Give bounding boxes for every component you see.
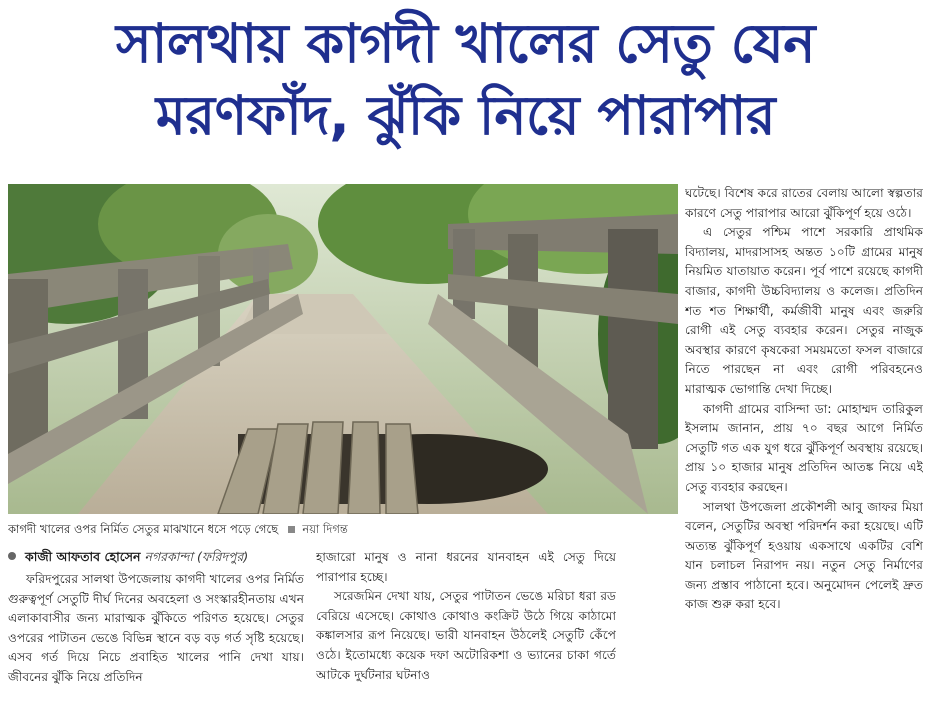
right-paragraph: সালথা উপজেলা প্রকৌশলী আবু জাফর মিয়া বলেন, সেতুটির অবস্থা পরিদর্শন করা হয়েছে। এটি অত্যন্ত ঝুঁকিপূর্ণ হওয়ায় একসাথে একটির বেশি যান চলাচল নিরাপদ নয়। নতুন সেতু নির্মাণের জন্য প্রস্তাব পাঠানো হবে। অনুমোদন পেলেই দ্রুত কাজ শুরু করা হবে। [685,499,923,612]
bullet-icon [8,552,16,560]
right-paragraph: কাগদী গ্রামের বাসিন্দা ডা: মোহাম্মদ তারিকুল ইসলাম জানান, প্রায় ৭০ বছর আগে নির্মিত সেতুটি গত এক যুগ ধরে ঝুঁকিপূর্ণ অবস্থায় রয়েছে। প্রায় ১০ হাজার মানুষ প্রতিদিন আতঙ্ক নিয়ে এই সেতু ব্যবহার করছেন। [685,401,923,494]
left-paragraph: ফরিদপুরের সালথা উপজেলায় কাগদী খালের ওপর নির্মিত গুরুত্বপূর্ণ সেতুটি দীর্ঘ দিনের অবহেলা ও সংস্কারহীনতায় এখন এলাকাবাসীর জন্য মারাত্মক ঝুঁকিতে পরিণত হয়েছে। সেতুর ওপরের পাটাতন ভেঙে বিভিন্ন স্থানে বড় বড় গর্ত সৃষ্টি হয়েছে। এসব গর্ত দিয়ে নিচে প্রবাহিত খালের পানি দেখা যায়। জীবনের ঝুঁকি নিয়ে প্রতিদিন [8,572,304,684]
author-location: নগরকান্দা (ফরিদপুর) [144,549,249,564]
headline-line-1: সালথায় কাগদী খালের সেতু যেন [116,12,815,75]
middle-paragraph: হাজারো মানুষ ও নানা ধরনের যানবাহন এই সেতু দিয়ে পারাপার হচ্ছে। [316,550,616,584]
middle-paragraph: সরেজমিন দেখা যায়, সেতুর পাটাতন ভেঙে মরিচা ধরা রড বেরিয়ে এসেছে। কোথাও কোথাও কংক্রিট উঠে গিয়ে কাঠামো কঙ্কালসার রূপ নিয়েছে। ভারী যানবাহন উঠলেই সেতুটি কেঁপে ওঠে। ইতোমধ্যে কয়েক দফা অটোরিকশা ও ভ্যানের চাকা গর্তে আটকে দুর্ঘটনার ঘটনাও [316,589,616,682]
author-name: কাজী আফতাব হোসেন [24,549,141,564]
article-column-right [685,184,923,710]
bridge-photo-illustration [8,184,678,514]
byline [8,548,308,566]
photo-credit: নয়া দিগন্ত [302,522,348,536]
caption-separator-icon [288,526,295,533]
right-paragraph: এ সেতুর পশ্চিম পাশে সরকারি প্রাথমিক বিদ্যালয়, মাদরাসাসহ অন্তত ১০টি গ্রামের মানুষ নিয়মিত যাতায়াত করেন। পূর্ব পাশে রয়েছে কাগদী বাজার, কাগদী উচ্চবিদ্যালয় ও কলেজ। প্রতিদিন শত শত শিক্ষার্থী, কর্মজীবী মানুষ এবং জরুরি রোগী এই সেতু ব্যবহার করেন। সেতুর নাজুক অবস্থার কারণে কৃষকেরা সময়মতো ফসল বাজারে নিতে পারছেন না এবং রোগী পরিবহনেও মারাত্মক ভোগান্তি দেখা দিচ্ছে। [685,225,923,396]
article-column-left [8,570,304,712]
right-paragraph: ঘটেছে। বিশেষ করে রাতের বেলায় আলো স্বল্পতার কারণে সেতু পারাপার আরো ঝুঁকিপূর্ণ হয়ে ওঠে। [685,186,923,220]
headline [0,8,931,152]
article-column-middle [316,548,616,712]
bridge-photo [8,184,678,514]
photo-caption [8,520,678,538]
headline-line-2: মরণফাঁদ, ঝুঁকি নিয়ে পারাপার [155,84,776,147]
photo-caption-text: কাগদী খালের ওপর নির্মিত সেতুর মাঝখানে ধসে পড়ে গেছে [8,522,279,536]
